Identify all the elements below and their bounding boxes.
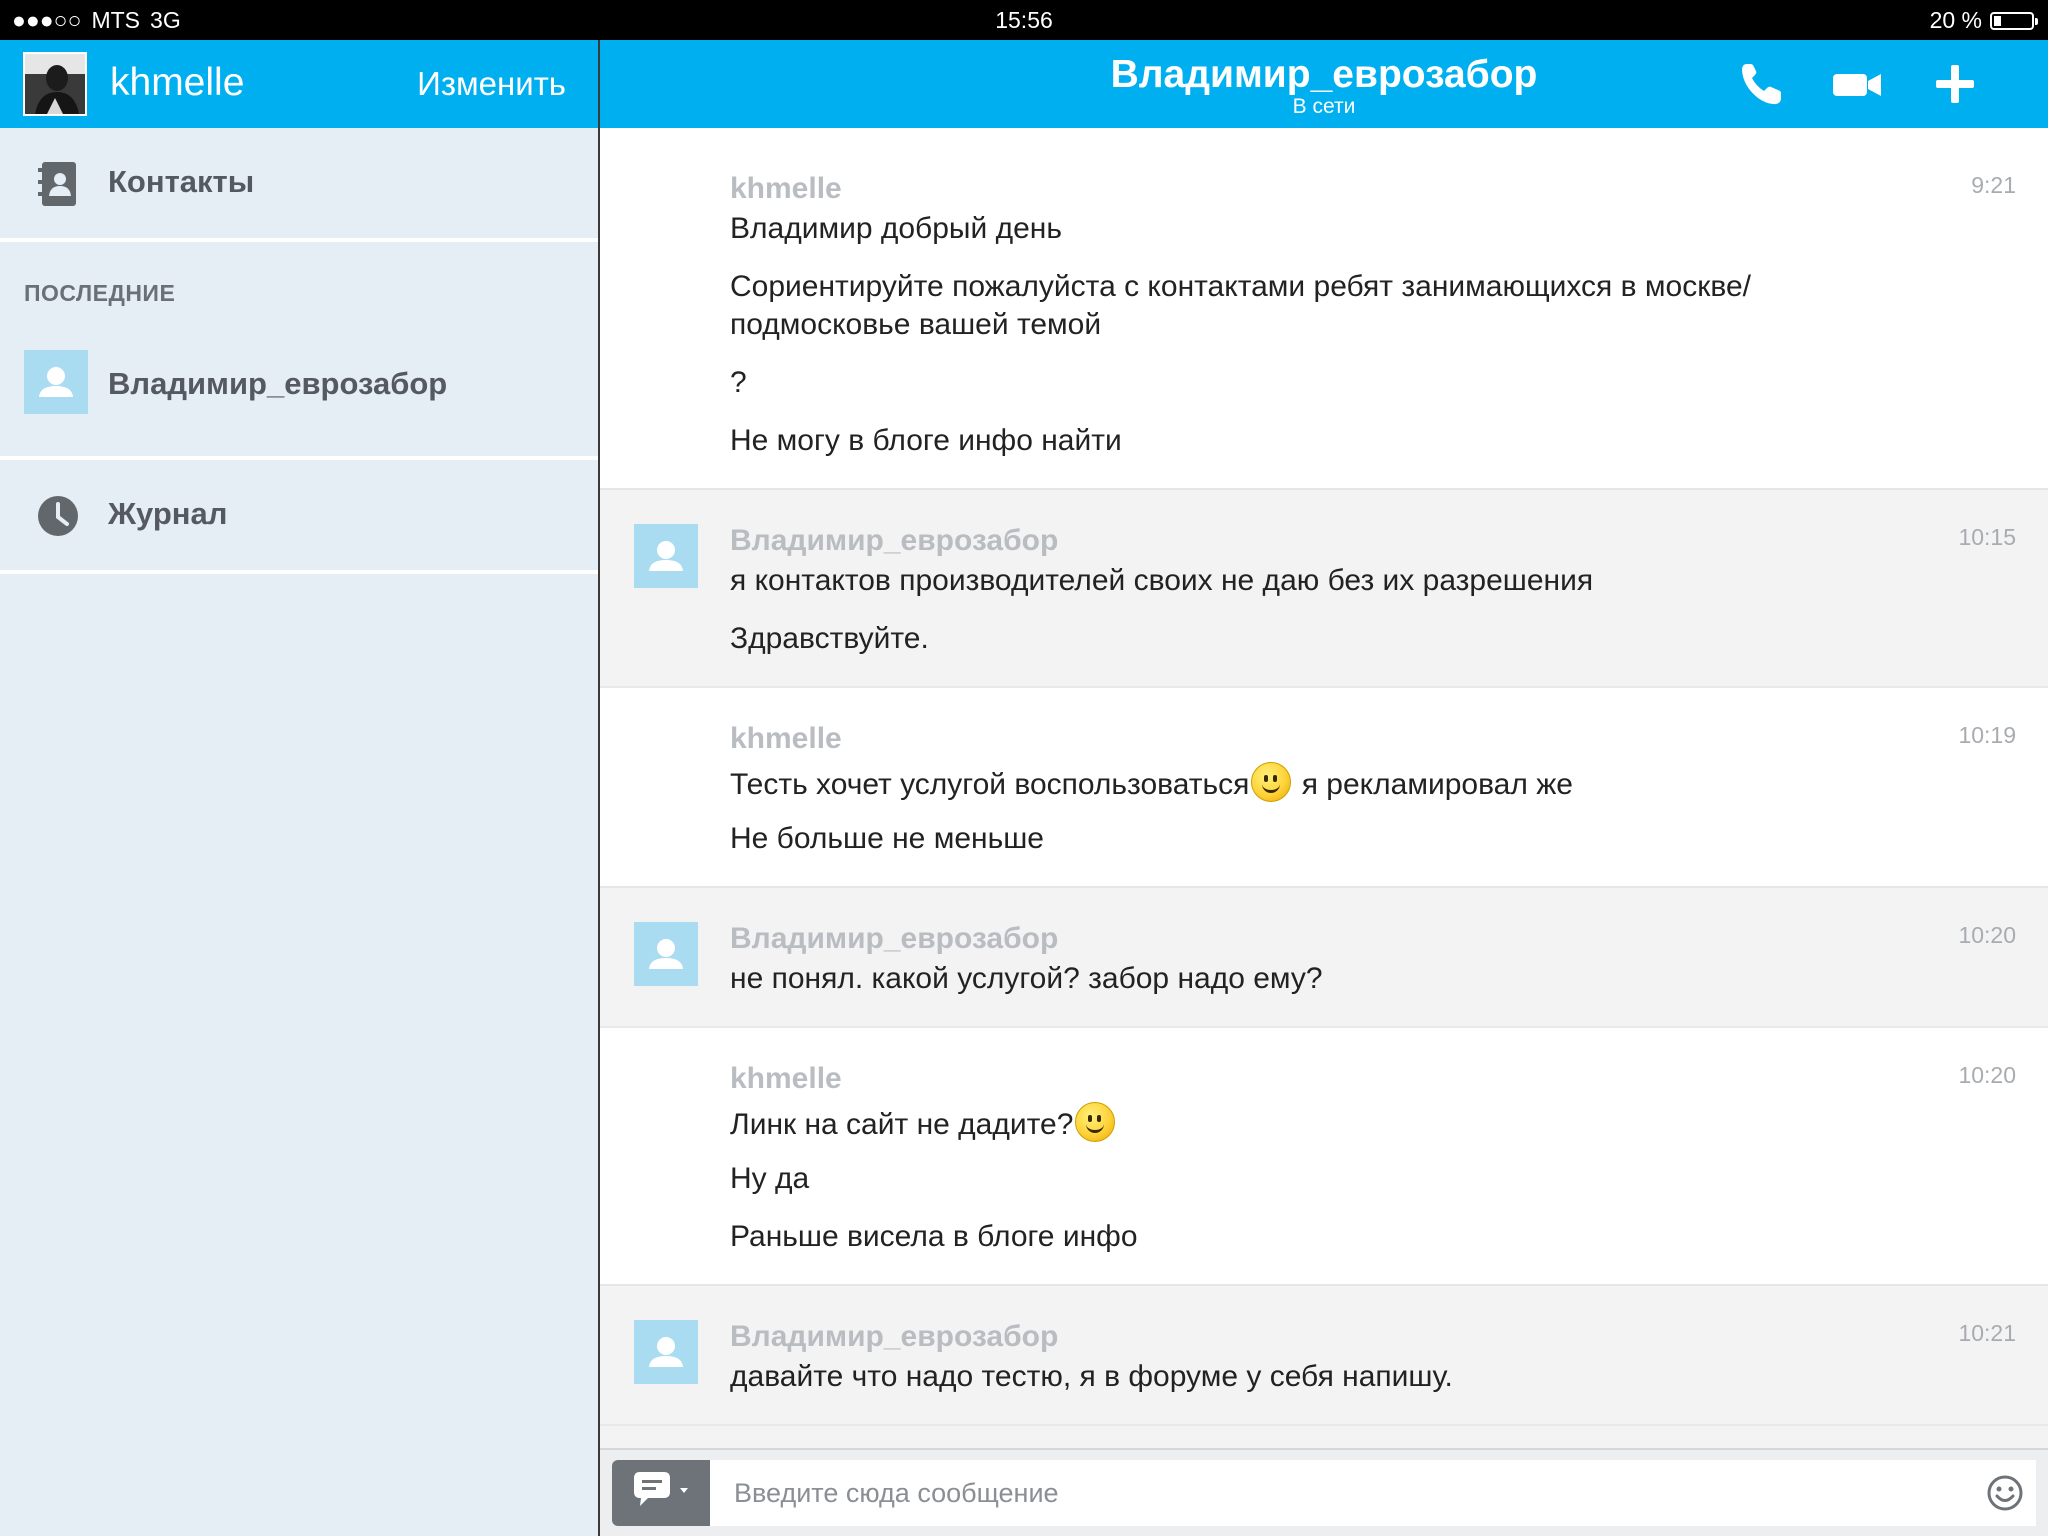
message-time: 10:20 [1958, 922, 2016, 948]
sidebar-item-contacts[interactable] [0, 128, 598, 242]
smile-emoticon [1075, 1102, 1115, 1142]
message-group [600, 1286, 2048, 1426]
message-text: я контактов производителей своих не даю без их разрешения [730, 564, 1594, 597]
message-group [600, 688, 2048, 888]
message-text: Здравствуйте. [730, 622, 929, 655]
profile-username[interactable]: khmelle [110, 61, 245, 104]
video-camera-icon [1830, 60, 1884, 108]
message-text: Не могу в блоге инфо найти [730, 424, 1122, 457]
message-time: 10:15 [1958, 524, 2016, 550]
message-text-part: Линк на сайт не дадите? [730, 1108, 1074, 1141]
signal-strength: ●●●○○ [12, 7, 82, 33]
message-sender: khmelle [730, 172, 842, 205]
network-type: 3G [150, 7, 181, 33]
battery-percent: 20 % [1929, 7, 1982, 33]
address-book-icon [36, 160, 80, 208]
message-text: Раньше висела в блоге инфо [730, 1220, 1138, 1253]
edit-button[interactable]: Изменить [417, 65, 566, 102]
recent-conversation-item[interactable] [0, 328, 598, 424]
phone-icon [1734, 60, 1788, 108]
add-button[interactable] [1928, 60, 1982, 108]
sidebar-item-contacts-label: Контакты [108, 164, 255, 199]
message-text: Сориентируйте пожалуйста с контактами ребят занимающихся в москве/ [730, 270, 1751, 303]
message-text: подмосковье вашей темой [730, 308, 1102, 341]
status-bar [0, 0, 2048, 40]
default-user-avatar-icon[interactable] [634, 1320, 698, 1384]
message-group [600, 1028, 2048, 1286]
message-sender: khmelle [730, 722, 842, 755]
message-sender: Владимир_еврозабор [730, 922, 1059, 955]
message-text: Ну да [730, 1162, 810, 1195]
chat-contact-status: В сети [1292, 95, 1356, 118]
message-time: 9:21 [1971, 172, 2016, 198]
status-right [1930, 7, 2034, 34]
message-text: ? [730, 366, 747, 399]
message-time: 10:21 [1958, 1320, 2016, 1346]
message-group [600, 138, 2048, 490]
default-user-avatar-icon[interactable] [634, 922, 698, 986]
sidebar-header [0, 40, 598, 128]
message-text-part: Тесть хочет услугой воспользоваться [730, 768, 1250, 801]
chat-header [600, 40, 2048, 128]
message-sender: Владимир_еврозабор [730, 524, 1059, 557]
recent-conversation-name: Владимир_еврозабор [108, 366, 448, 401]
message-text: Не больше не меньше [730, 822, 1044, 855]
message-time: 10:20 [1958, 1062, 2016, 1088]
message-text: Владимир добрый день [730, 212, 1062, 245]
smiley-icon[interactable] [1986, 1474, 2024, 1512]
status-time: 15:56 [995, 7, 1053, 33]
message-input-bar [600, 1448, 2048, 1536]
sidebar [0, 40, 600, 1536]
chat-mode-button[interactable] [612, 1460, 710, 1526]
call-button[interactable] [1734, 60, 1788, 108]
sidebar-item-journal[interactable] [0, 460, 598, 574]
carrier-name: MTS [91, 7, 141, 33]
chat-pane [600, 40, 2048, 1536]
plus-icon [1928, 60, 1982, 108]
video-call-button[interactable] [1830, 60, 1884, 108]
default-user-avatar-icon[interactable] [634, 524, 698, 588]
message-list[interactable] [600, 138, 2048, 1490]
message-sender: khmelle [730, 1062, 842, 1095]
message-sender: Владимир_еврозабор [730, 1320, 1059, 1353]
message-time: 10:19 [1958, 722, 2016, 748]
user-avatar[interactable] [23, 52, 87, 116]
message-text [730, 1102, 1117, 1142]
message-text: не понял. какой услугой? забор надо ему? [730, 962, 1323, 995]
sidebar-item-journal-label: Журнал [108, 496, 228, 531]
message-text [730, 762, 1573, 802]
chat-contact-name[interactable]: Владимир_еврозабор [1110, 53, 1538, 96]
message-input[interactable] [710, 1460, 2036, 1526]
smile-emoticon [1251, 762, 1291, 802]
message-group [600, 490, 2048, 688]
battery-icon [1990, 12, 2034, 30]
message-text: давайте что надо тестю, я в форуме у себя напишу. [730, 1360, 1453, 1393]
chat-bubble-icon [612, 1460, 710, 1526]
default-user-avatar-icon [24, 350, 88, 414]
message-group [600, 888, 2048, 1028]
recent-section-title: ПОСЛЕДНИЕ [24, 280, 176, 306]
clock-icon [36, 494, 80, 538]
message-text-part: я рекламировал же [1301, 768, 1573, 801]
